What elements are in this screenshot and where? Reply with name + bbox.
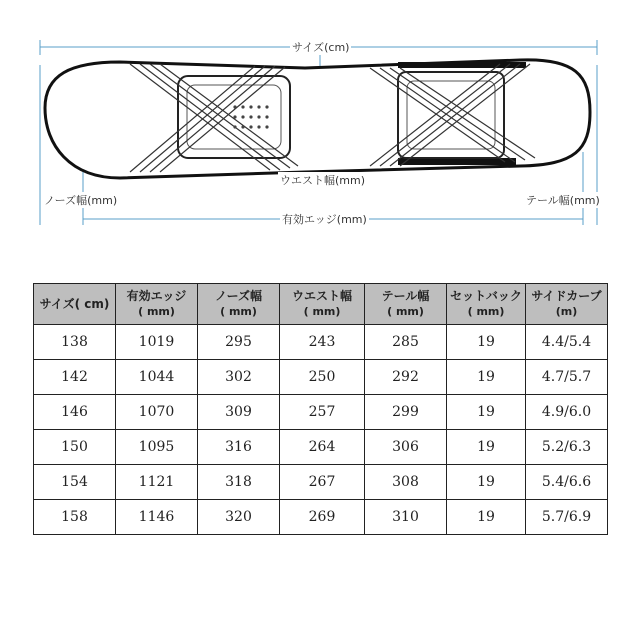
tail-width-label: テール幅(mm) [526, 194, 600, 207]
table-row [34, 430, 608, 465]
cell-tail-width: 299 [365, 395, 447, 430]
cell-effective-edge: 1019 [116, 325, 198, 360]
cell-size: 158 [34, 500, 116, 535]
header-setback: セットバック ( mm) [447, 284, 526, 325]
header-nose-width: ノーズ幅 ( mm) [198, 284, 280, 325]
cell-tail-width: 306 [365, 430, 447, 465]
cell-nose-width: 320 [198, 500, 280, 535]
cell-tail-width: 285 [365, 325, 447, 360]
spec-table [33, 283, 608, 535]
header-size: サイズ( cm) [34, 284, 116, 325]
table-row [34, 500, 608, 535]
cell-nose-width: 318 [198, 465, 280, 500]
cell-sidecut: 4.4/5.4 [526, 325, 608, 360]
cell-effective-edge: 1070 [116, 395, 198, 430]
cell-sidecut: 5.4/6.6 [526, 465, 608, 500]
snowboard-diagram [0, 0, 640, 245]
table-row [34, 325, 608, 360]
header-effective-edge: 有効エッジ ( mm) [116, 284, 198, 325]
cell-nose-width: 316 [198, 430, 280, 465]
table-row [34, 360, 608, 395]
cell-size: 154 [34, 465, 116, 500]
cell-sidecut: 5.7/6.9 [526, 500, 608, 535]
table-header-row [34, 284, 608, 325]
effective-edge-label: 有効エッジ(mm) [282, 213, 367, 226]
cell-size: 150 [34, 430, 116, 465]
table-row [34, 395, 608, 430]
cell-effective-edge: 1121 [116, 465, 198, 500]
cell-size: 138 [34, 325, 116, 360]
cell-sidecut: 5.2/6.3 [526, 430, 608, 465]
cell-nose-width: 302 [198, 360, 280, 395]
cell-waist-width: 267 [280, 465, 365, 500]
cell-sidecut: 4.9/6.0 [526, 395, 608, 430]
cell-sidecut: 4.7/5.7 [526, 360, 608, 395]
cell-setback: 19 [447, 360, 526, 395]
cell-effective-edge: 1095 [116, 430, 198, 465]
cell-waist-width: 269 [280, 500, 365, 535]
cell-waist-width: 257 [280, 395, 365, 430]
cell-waist-width: 264 [280, 430, 365, 465]
header-waist-width: ウエスト幅 ( mm) [280, 284, 365, 325]
cell-waist-width: 250 [280, 360, 365, 395]
nose-width-label: ノーズ幅(mm) [44, 194, 118, 207]
cell-setback: 19 [447, 465, 526, 500]
cell-nose-width: 309 [198, 395, 280, 430]
snowboard-illustration [0, 0, 640, 245]
cell-tail-width: 310 [365, 500, 447, 535]
cell-tail-width: 292 [365, 360, 447, 395]
header-sidecut: サイドカーブ (m) [526, 284, 608, 325]
cell-setback: 19 [447, 325, 526, 360]
cell-effective-edge: 1146 [116, 500, 198, 535]
cell-tail-width: 308 [365, 465, 447, 500]
header-tail-width: テール幅 ( mm) [365, 284, 447, 325]
size-label: サイズ(cm) [292, 41, 350, 54]
cell-nose-width: 295 [198, 325, 280, 360]
cell-size: 142 [34, 360, 116, 395]
tail-bar-bottom [398, 158, 516, 165]
cell-setback: 19 [447, 500, 526, 535]
cell-size: 146 [34, 395, 116, 430]
cell-setback: 19 [447, 395, 526, 430]
cell-waist-width: 243 [280, 325, 365, 360]
table-row [34, 465, 608, 500]
waist-width-label: ウエスト幅(mm) [280, 174, 366, 187]
cell-setback: 19 [447, 430, 526, 465]
cell-effective-edge: 1044 [116, 360, 198, 395]
